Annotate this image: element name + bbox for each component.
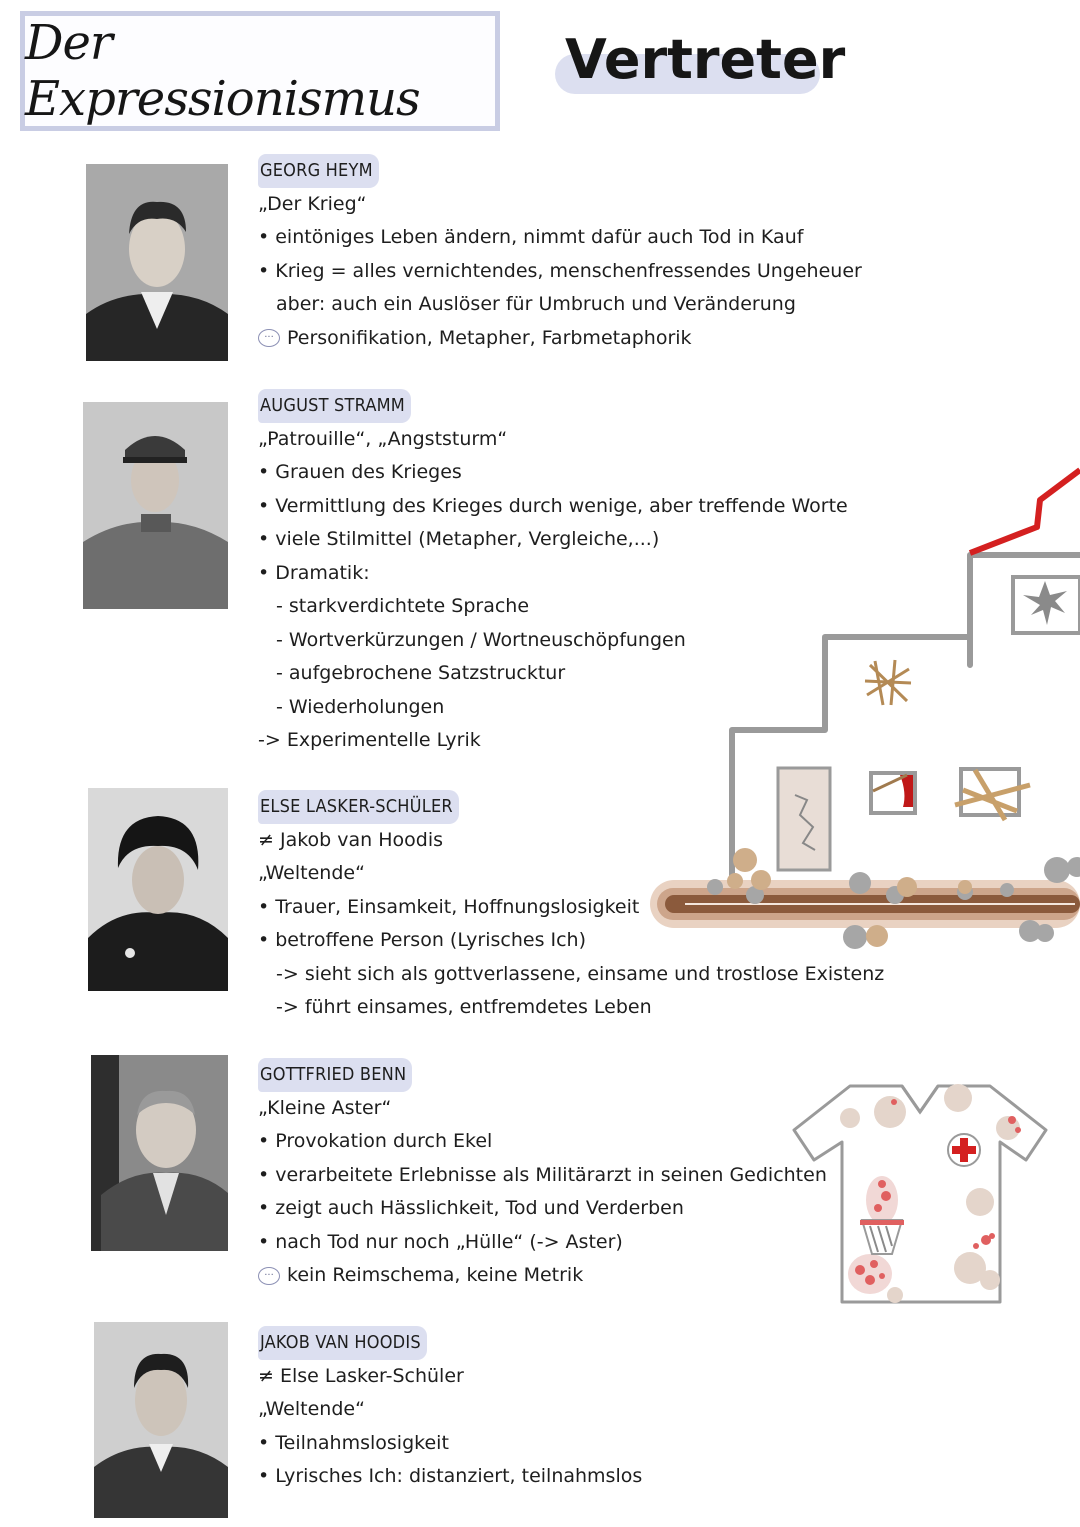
work-title: „Weltende“ xyxy=(258,1398,365,1420)
bullet-item: • nach Tod nur noch „Hülle“ (-> Aster) xyxy=(258,1230,623,1253)
portrait-else-lasker-schueler xyxy=(88,788,228,991)
work-title: „Patrouille“, „Angststurm“ xyxy=(258,427,508,450)
bullet-item: • Vermittlung des Krieges durch wenige, aber treffende Worte xyxy=(258,494,848,517)
author-entry-georg-heym xyxy=(258,154,862,355)
bullet-item: • betroffene Person (Lyrisches Ich) xyxy=(258,929,587,951)
work-title: „Kleine Aster“ xyxy=(258,1096,392,1119)
bloody-shirt-illustration xyxy=(790,1080,1050,1308)
bullet-item: • zeigt auch Hässlichkeit, Tod und Verderben xyxy=(258,1197,684,1219)
sub-item: - Wortverkürzungen / Wortneuschöpfungen xyxy=(276,628,686,651)
sub-item: - aufgebrochene Satzstrucktur xyxy=(276,662,566,684)
author-name: JAKOB VAN HOODIS xyxy=(258,1326,427,1360)
page-title: Der Expressionismus xyxy=(25,15,420,127)
portrait-icon xyxy=(94,1322,228,1518)
page-subtitle: Vertreter xyxy=(565,28,846,91)
author-name: AUGUST STRAMM xyxy=(258,389,411,423)
work-title: „Der Krieg“ xyxy=(258,192,367,215)
stylistic-devices-note: Personifikation, Metapher, Farbmetaphorik xyxy=(287,326,692,349)
title-box xyxy=(20,11,500,131)
subtitle-wrap xyxy=(555,28,846,106)
bullet-item: • Krieg = alles vernichtendes, menschenfressendes Ungeheuer xyxy=(258,259,862,282)
author-name: GEORG HEYM xyxy=(258,154,379,188)
author-name: GOTTFRIED BENN xyxy=(258,1058,412,1092)
sub-item: -> führt einsames, entfremdetes Leben xyxy=(276,996,652,1018)
bullet-continuation: aber: auch ein Auslöser für Umbruch und Veränderung xyxy=(276,293,796,315)
portrait-icon xyxy=(86,164,228,361)
portrait-icon xyxy=(88,788,228,991)
portrait-icon xyxy=(91,1055,228,1251)
portrait-georg-heym xyxy=(86,164,228,361)
speech-bubble-icon: ··· xyxy=(258,1267,280,1285)
speech-bubble-icon: ··· xyxy=(258,329,280,347)
bullet-item: • Provokation durch Ekel xyxy=(258,1130,493,1152)
ruined-house-illustration xyxy=(645,455,1080,960)
contrast-note: ≠ Jakob van Hoodis xyxy=(258,828,443,851)
author-entry-gottfried-benn xyxy=(258,1058,827,1293)
stylistic-devices-note: kein Reimschema, keine Metrik xyxy=(287,1264,584,1286)
portrait-jakob-van-hoodis xyxy=(94,1322,228,1518)
bullet-item: • Trauer, Einsamkeit, Hoffnungslosigkeit xyxy=(258,895,640,918)
bullet-item: • Lyrisches Ich: distanziert, teilnahmslos xyxy=(258,1465,643,1487)
author-name: ELSE LASKER-SCHÜLER xyxy=(258,790,459,824)
bullet-item: • viele Stilmittel (Metapher, Vergleiche,...) xyxy=(258,528,660,550)
sub-item: - Wiederholungen xyxy=(276,695,445,718)
work-title: „Weltende“ xyxy=(258,862,365,884)
bullet-item: • Teilnahmslosigkeit xyxy=(258,1431,449,1454)
contrast-note: ≠ Else Lasker-Schüler xyxy=(258,1364,464,1387)
author-entry-jakob-van-hoodis xyxy=(258,1326,642,1494)
bullet-item: • verarbeitete Erlebnisse als Militärarzt in seinen Gedichten xyxy=(258,1163,827,1186)
sub-item: - starkverdichtete Sprache xyxy=(276,595,530,617)
bullet-item: • eintöniges Leben ändern, nimmt dafür auch Tod in Kauf xyxy=(258,226,804,248)
portrait-gottfried-benn xyxy=(91,1055,228,1251)
bullet-item: • Dramatik: xyxy=(258,561,370,584)
bullet-item: • Grauen des Krieges xyxy=(258,461,462,483)
portrait-august-stramm xyxy=(83,402,228,609)
portrait-icon xyxy=(83,402,228,609)
sub-item: -> sieht sich als gottverlassene, einsame und trostlose Existenz xyxy=(276,962,885,985)
conclusion-item: -> Experimentelle Lyrik xyxy=(258,729,481,751)
